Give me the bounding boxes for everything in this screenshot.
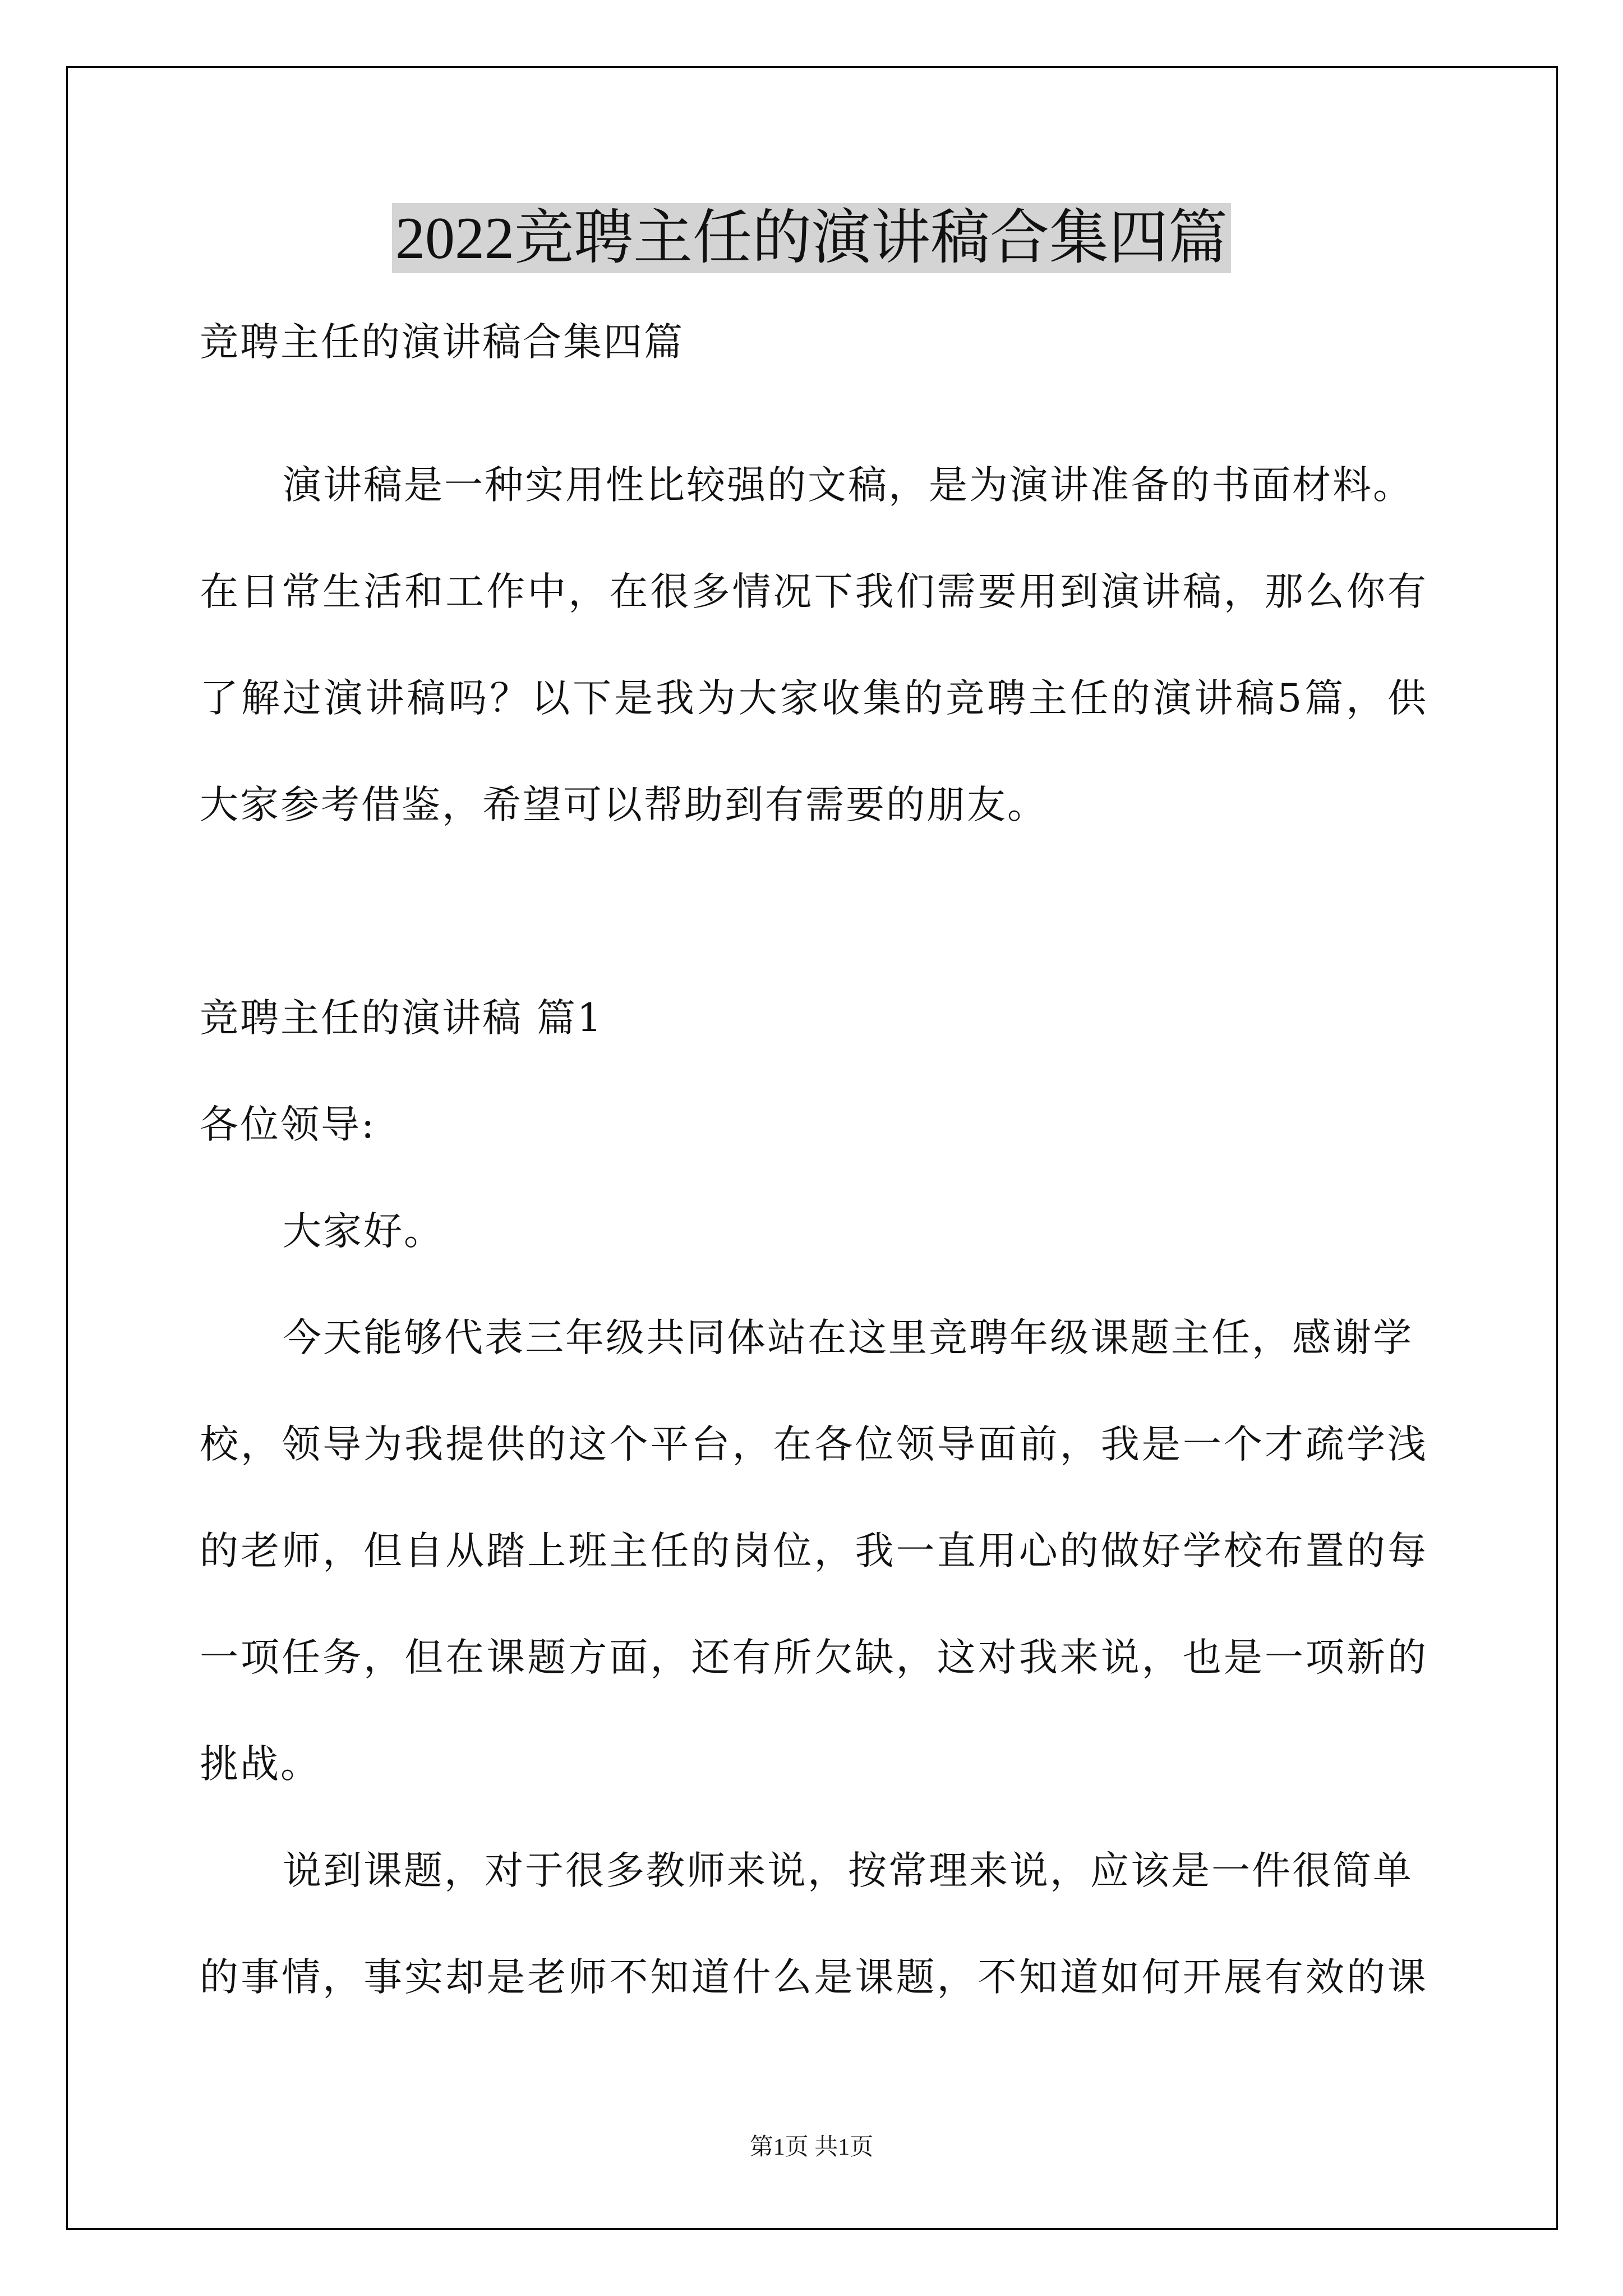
page-footer <box>0 2128 1623 2162</box>
intro-line-3: 了解过演讲稿吗？以下是我为大家收集的竞聘主任的演讲稿5篇，供 <box>200 676 1428 721</box>
paragraph1-line-4: 一项任务，但在课题方面，还有所欠缺，这对我来说，也是一项新的 <box>200 1635 1428 1680</box>
paragraph1-line-2: 校，领导为我提供的这个平台，在各位领导面前，我是一个才疏学浅 <box>200 1422 1428 1467</box>
paragraph2-line-2: 的事情，事实却是老师不知道什么是课题，不知道如何开展有效的课 <box>200 1955 1428 2000</box>
paragraph1-line-1: 今天能够代表三年级共同体站在这里竞聘年级课题主任，感谢学 <box>283 1315 1413 1360</box>
document-title <box>0 199 1623 278</box>
intro-line-2: 在日常生活和工作中，在很多情况下我们需要用到演讲稿，那么你有 <box>200 569 1428 614</box>
page-number: 第1页 共1页 <box>749 2134 874 2160</box>
section-heading: 竞聘主任的演讲稿 篇1 <box>200 996 603 1041</box>
salutation: 各位领导: <box>200 1102 376 1147</box>
intro-line-4: 大家参考借鉴，希望可以帮助到有需要的朋友。 <box>200 783 1048 827</box>
subtitle: 竞聘主任的演讲稿合集四篇 <box>200 320 684 365</box>
paragraph2-line-1: 说到课题，对于很多教师来说，按常理来说，应该是一件很简单 <box>283 1848 1413 1893</box>
document-title-text: 2022竞聘主任的演讲稿合集四篇 <box>392 203 1231 273</box>
greeting: 大家好。 <box>283 1209 444 1254</box>
paragraph1-line-3: 的老师，但自从踏上班主任的岗位，我一直用心的做好学校布置的每 <box>200 1529 1428 1573</box>
paragraph1-line-5: 挑战。 <box>200 1742 321 1787</box>
intro-line-1: 演讲稿是一种实用性比较强的文稿，是为演讲准备的书面材料。 <box>283 463 1413 508</box>
